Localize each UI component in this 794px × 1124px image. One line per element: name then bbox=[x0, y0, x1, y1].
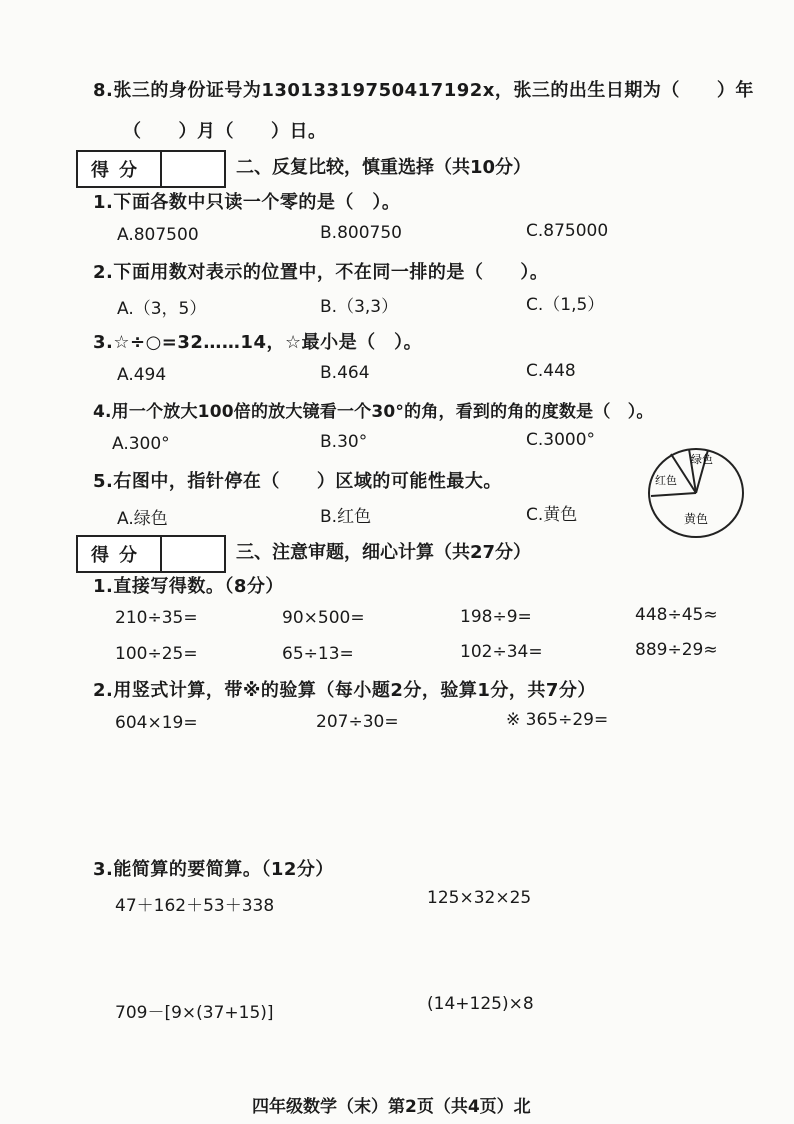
s2-q3-text: 3.☆÷○=32……14，☆最小是（ ）。 bbox=[93, 332, 423, 353]
score-box-section3 bbox=[76, 535, 226, 573]
s2-q4-option-a: A.300° bbox=[112, 434, 170, 454]
s3-q3-item: 709－[9×(37+15)] bbox=[115, 1003, 274, 1023]
s3-q1-item: 889÷29≈ bbox=[635, 640, 718, 660]
s2-q1-option-b: B.800750 bbox=[320, 223, 402, 243]
q8-line1: 8.张三的身份证号为13013319750417192x，张三的出生日期为（ ）年 bbox=[93, 80, 754, 101]
s2-q1-option-a: A.807500 bbox=[117, 225, 199, 245]
s2-q3-option-b: B.464 bbox=[320, 363, 370, 383]
section2-title: 二、反复比较，慎重选择（共10分） bbox=[236, 157, 532, 178]
s3-q1-item: 102÷34= bbox=[460, 642, 543, 662]
section3-title: 三、注意审题，细心计算（共27分） bbox=[236, 542, 532, 563]
s3-q2-title: 2.用竖式计算，带※的验算（每小题2分，验算1分，共7分） bbox=[93, 680, 596, 701]
s2-q2-option-a: A.（3，5） bbox=[117, 299, 207, 319]
s2-q5-text: 5.右图中，指针停在（ ）区域的可能性最大。 bbox=[93, 471, 502, 492]
s3-q3-item: 47＋162＋53＋338 bbox=[115, 896, 275, 916]
s2-q5-option-b: B.红色 bbox=[320, 507, 372, 527]
s2-q5-option-c: C.黄色 bbox=[526, 505, 578, 525]
s3-q2-item: 604×19= bbox=[115, 713, 198, 733]
s2-q2-option-c: C.（1,5） bbox=[526, 295, 605, 315]
s3-q1-item: 210÷35= bbox=[115, 608, 198, 628]
s3-q3-item: (14+125)×8 bbox=[427, 994, 534, 1014]
s2-q4-option-b: B.30° bbox=[320, 432, 368, 452]
s2-q2-option-b: B.（3,3） bbox=[320, 297, 399, 317]
page-footer: 四年级数学（末）第2页（共4页）北 bbox=[252, 1097, 531, 1117]
q8-line2: （ ）月（ ）日。 bbox=[123, 121, 327, 142]
s3-q1-title: 1.直接写得数。（8分） bbox=[93, 576, 284, 597]
spinner-pie-figure bbox=[646, 446, 746, 540]
score-blank[interactable] bbox=[162, 537, 224, 571]
s3-q2-item: ※ 365÷29= bbox=[506, 710, 609, 730]
s2-q1-option-c: C.875000 bbox=[526, 221, 609, 241]
s3-q2-item: 207÷30= bbox=[316, 712, 399, 732]
pie-label-red: 红色 bbox=[655, 474, 677, 487]
pie-label-yellow: 黄色 bbox=[684, 512, 709, 526]
s3-q1-item: 448÷45≈ bbox=[635, 605, 718, 625]
s3-q1-item: 100÷25= bbox=[115, 644, 198, 664]
s3-q1-item: 198÷9= bbox=[460, 607, 532, 627]
score-blank[interactable] bbox=[162, 152, 224, 186]
s3-q1-item: 90×500= bbox=[282, 608, 365, 628]
s2-q2-text: 2.下面用数对表示的位置中，不在同一排的是（ ）。 bbox=[93, 262, 549, 283]
s3-q3-title: 3.能简算的要简算。（12分） bbox=[93, 859, 334, 880]
s2-q1-text: 1.下面各数中只读一个零的是（ ）。 bbox=[93, 192, 401, 213]
score-box-section2 bbox=[76, 150, 226, 188]
s2-q4-option-c: C.3000° bbox=[526, 430, 596, 450]
pie-label-green: 绿色 bbox=[691, 453, 713, 466]
s3-q3-item: 125×32×25 bbox=[427, 888, 532, 908]
s2-q3-option-c: C.448 bbox=[526, 361, 576, 381]
s3-q1-item: 65÷13= bbox=[282, 644, 354, 664]
s2-q4-text: 4.用一个放大100倍的放大镜看一个30°的角，看到的角的度数是（ ）。 bbox=[93, 402, 654, 422]
score-label: 得分 bbox=[78, 152, 162, 186]
s2-q5-option-a: A.绿色 bbox=[117, 509, 168, 529]
s2-q3-option-a: A.494 bbox=[117, 365, 167, 385]
score-label: 得分 bbox=[78, 537, 162, 571]
